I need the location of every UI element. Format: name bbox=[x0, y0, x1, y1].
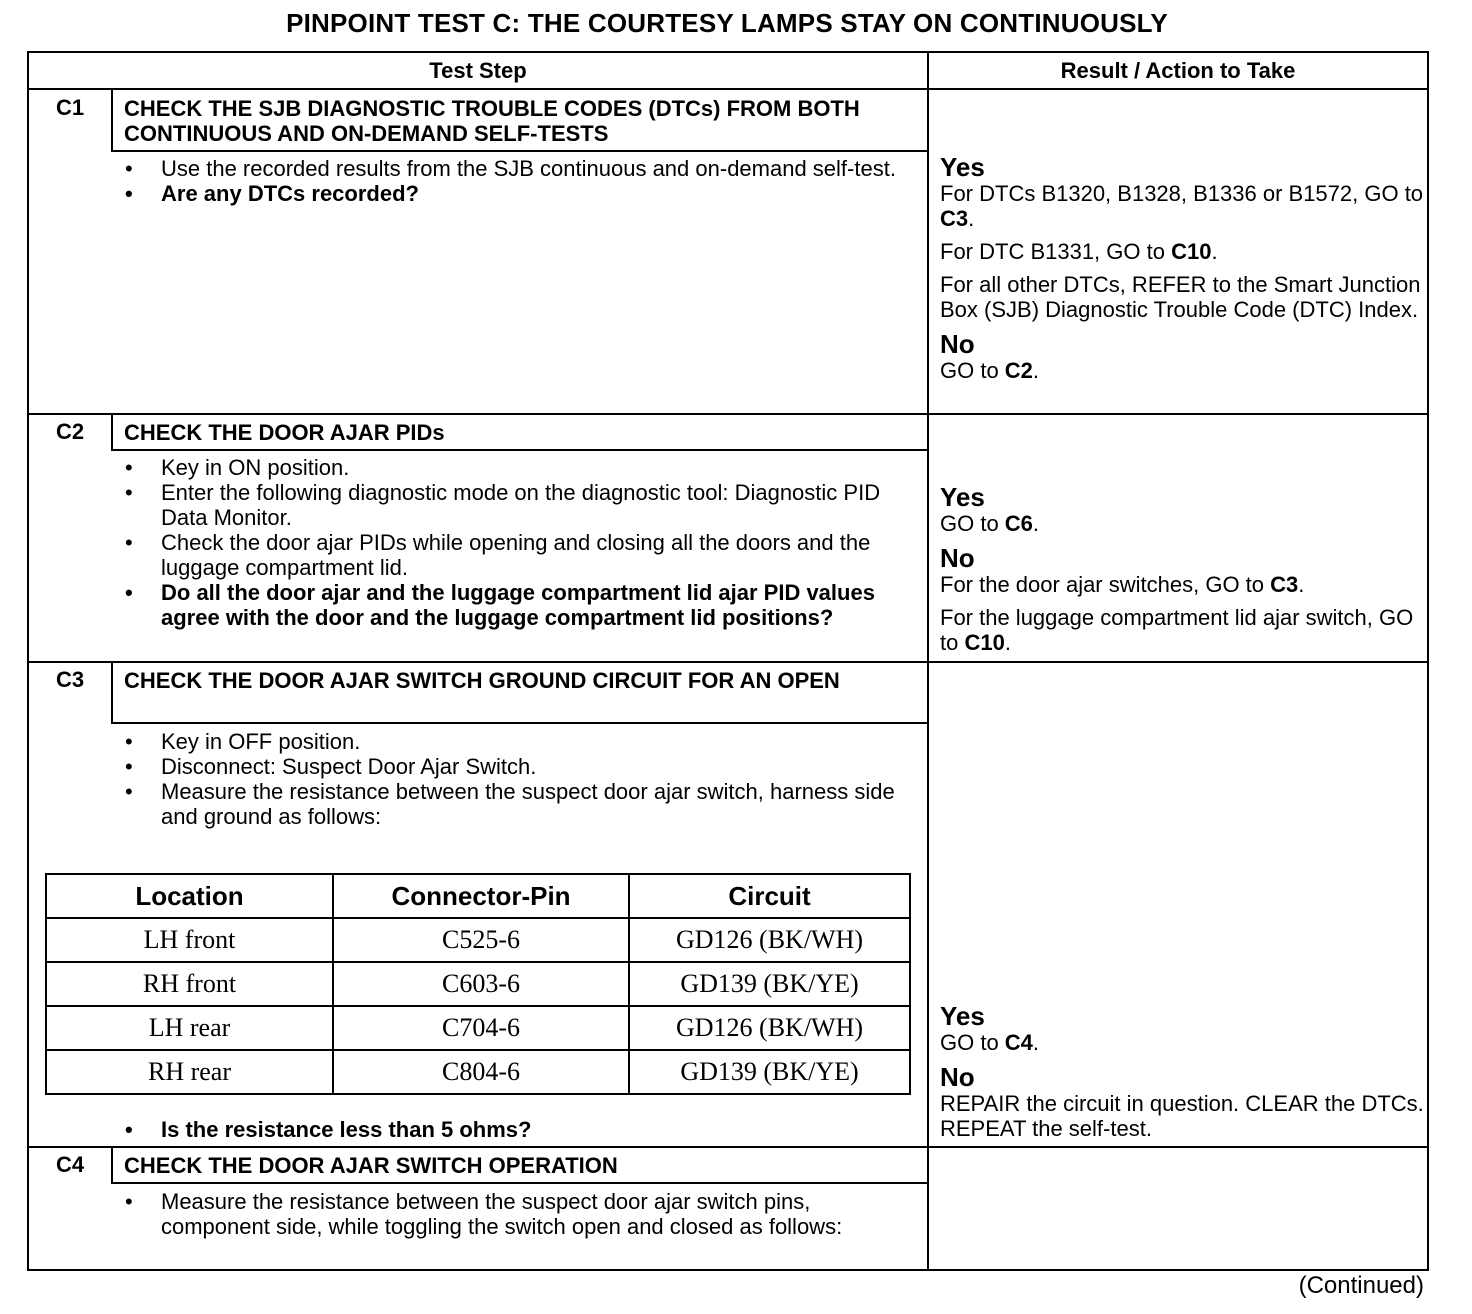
table-cell: GD126 (BK/WH) bbox=[629, 918, 910, 962]
table-row bbox=[46, 962, 910, 1006]
result-text: REPAIR the circuit in question. CLEAR the DTCs. REPEAT the self-test. bbox=[940, 1091, 1424, 1141]
yes-label: Yes bbox=[940, 1001, 985, 1031]
table-cell: RH rear bbox=[46, 1050, 333, 1094]
table-cell: C525-6 bbox=[333, 918, 629, 962]
table-cell: C704-6 bbox=[333, 1006, 629, 1050]
step-instructions bbox=[121, 156, 901, 206]
table-cell: GD126 (BK/WH) bbox=[629, 1006, 910, 1050]
step-title: CHECK THE SJB DIAGNOSTIC TROUBLE CODES (DTCs) FROM BOTH CONTINUOUS AND ON-DEMAND SELF-TESTS bbox=[124, 96, 860, 146]
step-id-divider bbox=[111, 414, 113, 450]
step-id: C4 bbox=[55, 1152, 85, 1177]
title-underline bbox=[111, 449, 927, 451]
header-test-step: Test Step bbox=[29, 53, 927, 90]
step-id-divider bbox=[111, 90, 113, 151]
result-text: GO to C6. bbox=[940, 511, 1040, 536]
title-underline bbox=[111, 150, 927, 152]
table-header-row bbox=[46, 874, 910, 918]
table-cell: C603-6 bbox=[333, 962, 629, 1006]
step-instructions bbox=[121, 1189, 901, 1239]
result-text: For the luggage compartment lid ajar switch, GO to C10. bbox=[940, 605, 1414, 655]
step-id: C2 bbox=[55, 419, 85, 444]
list-item: • Key in OFF position. bbox=[121, 729, 901, 754]
list-item: • Measure the resistance between the suspect door ajar switch, harness side and ground as follows: bbox=[121, 779, 901, 829]
table-cell: LH rear bbox=[46, 1006, 333, 1050]
result-c1 bbox=[940, 153, 1428, 391]
column-header-circuit: Circuit bbox=[629, 874, 910, 918]
step-instructions bbox=[121, 455, 901, 630]
table-row bbox=[46, 918, 910, 962]
step-id-divider bbox=[111, 1147, 113, 1183]
table-cell: GD139 (BK/YE) bbox=[629, 1050, 910, 1094]
result-c2 bbox=[940, 483, 1428, 663]
page-title: PINPOINT TEST C: THE COURTESY LAMPS STAY ON CONTINUOUSLY bbox=[286, 8, 1168, 38]
list-item: • Measure the resistance between the suspect door ajar switch pins, component side, while toggling the switch open and closed as follows: bbox=[121, 1189, 901, 1239]
list-item: • Use the recorded results from the SJB continuous and on-demand self-test. bbox=[121, 156, 901, 181]
result-text: For the door ajar switches, GO to C3. bbox=[940, 572, 1305, 597]
list-item: • Disconnect: Suspect Door Ajar Switch. bbox=[121, 754, 901, 779]
result-text: For DTCs B1320, B1328, B1336 or B1572, GO to C3. bbox=[940, 181, 1424, 231]
result-c3 bbox=[940, 1002, 1428, 1149]
table-cell: GD139 (BK/YE) bbox=[629, 962, 910, 1006]
list-item: • Enter the following diagnostic mode on the diagnostic tool: Diagnostic PID Data Monitor. bbox=[121, 480, 901, 530]
step-id: C1 bbox=[55, 95, 85, 120]
table-row bbox=[46, 1006, 910, 1050]
step-instructions bbox=[121, 729, 901, 829]
header-result: Result / Action to Take bbox=[929, 53, 1427, 90]
column-header-connector-pin: Connector-Pin bbox=[333, 874, 629, 918]
list-item-question: • Is the resistance less than 5 ohms? bbox=[121, 1117, 901, 1142]
yes-label: Yes bbox=[940, 482, 985, 512]
list-item: • Key in ON position. bbox=[121, 455, 901, 480]
no-label: No bbox=[940, 1062, 975, 1092]
result-text: For DTC B1331, GO to C10. bbox=[940, 239, 1218, 264]
table-cell: C804-6 bbox=[333, 1050, 629, 1094]
title-underline bbox=[111, 722, 927, 724]
result-text: GO to C2. bbox=[940, 358, 1040, 383]
result-text: GO to C4. bbox=[940, 1030, 1040, 1055]
list-item: • Check the door ajar PIDs while opening and closing all the doors and the luggage compartment lid. bbox=[121, 530, 901, 580]
column-header-location: Location bbox=[46, 874, 333, 918]
table-row bbox=[46, 1050, 910, 1094]
table-cell: RH front bbox=[46, 962, 333, 1006]
step-separator bbox=[29, 413, 1427, 415]
pinpoint-test-table bbox=[27, 51, 1429, 1271]
no-label: No bbox=[940, 329, 975, 359]
yes-label: Yes bbox=[940, 152, 985, 182]
result-text: For all other DTCs, REFER to the Smart Junction Box (SJB) Diagnostic Trouble Code (DTC) Index. bbox=[940, 272, 1421, 322]
list-item-question: • Do all the door ajar and the luggage compartment lid ajar PID values agree with the door and the luggage compartment lid positions? bbox=[121, 580, 901, 630]
step-id: C3 bbox=[55, 667, 85, 692]
continued-label: (Continued) bbox=[1298, 1272, 1424, 1299]
step-title: CHECK THE DOOR AJAR SWITCH GROUND CIRCUIT FOR AN OPEN bbox=[124, 668, 840, 693]
connector-table bbox=[45, 873, 911, 1095]
step-title: CHECK THE DOOR AJAR PIDs bbox=[124, 420, 445, 445]
step-id-divider bbox=[111, 662, 113, 723]
step-title: CHECK THE DOOR AJAR SWITCH OPERATION bbox=[124, 1153, 618, 1178]
no-label: No bbox=[940, 543, 975, 573]
step-question bbox=[121, 1117, 901, 1142]
title-underline bbox=[111, 1182, 927, 1184]
table-cell: LH front bbox=[46, 918, 333, 962]
list-item-question: • Are any DTCs recorded? bbox=[121, 181, 901, 206]
